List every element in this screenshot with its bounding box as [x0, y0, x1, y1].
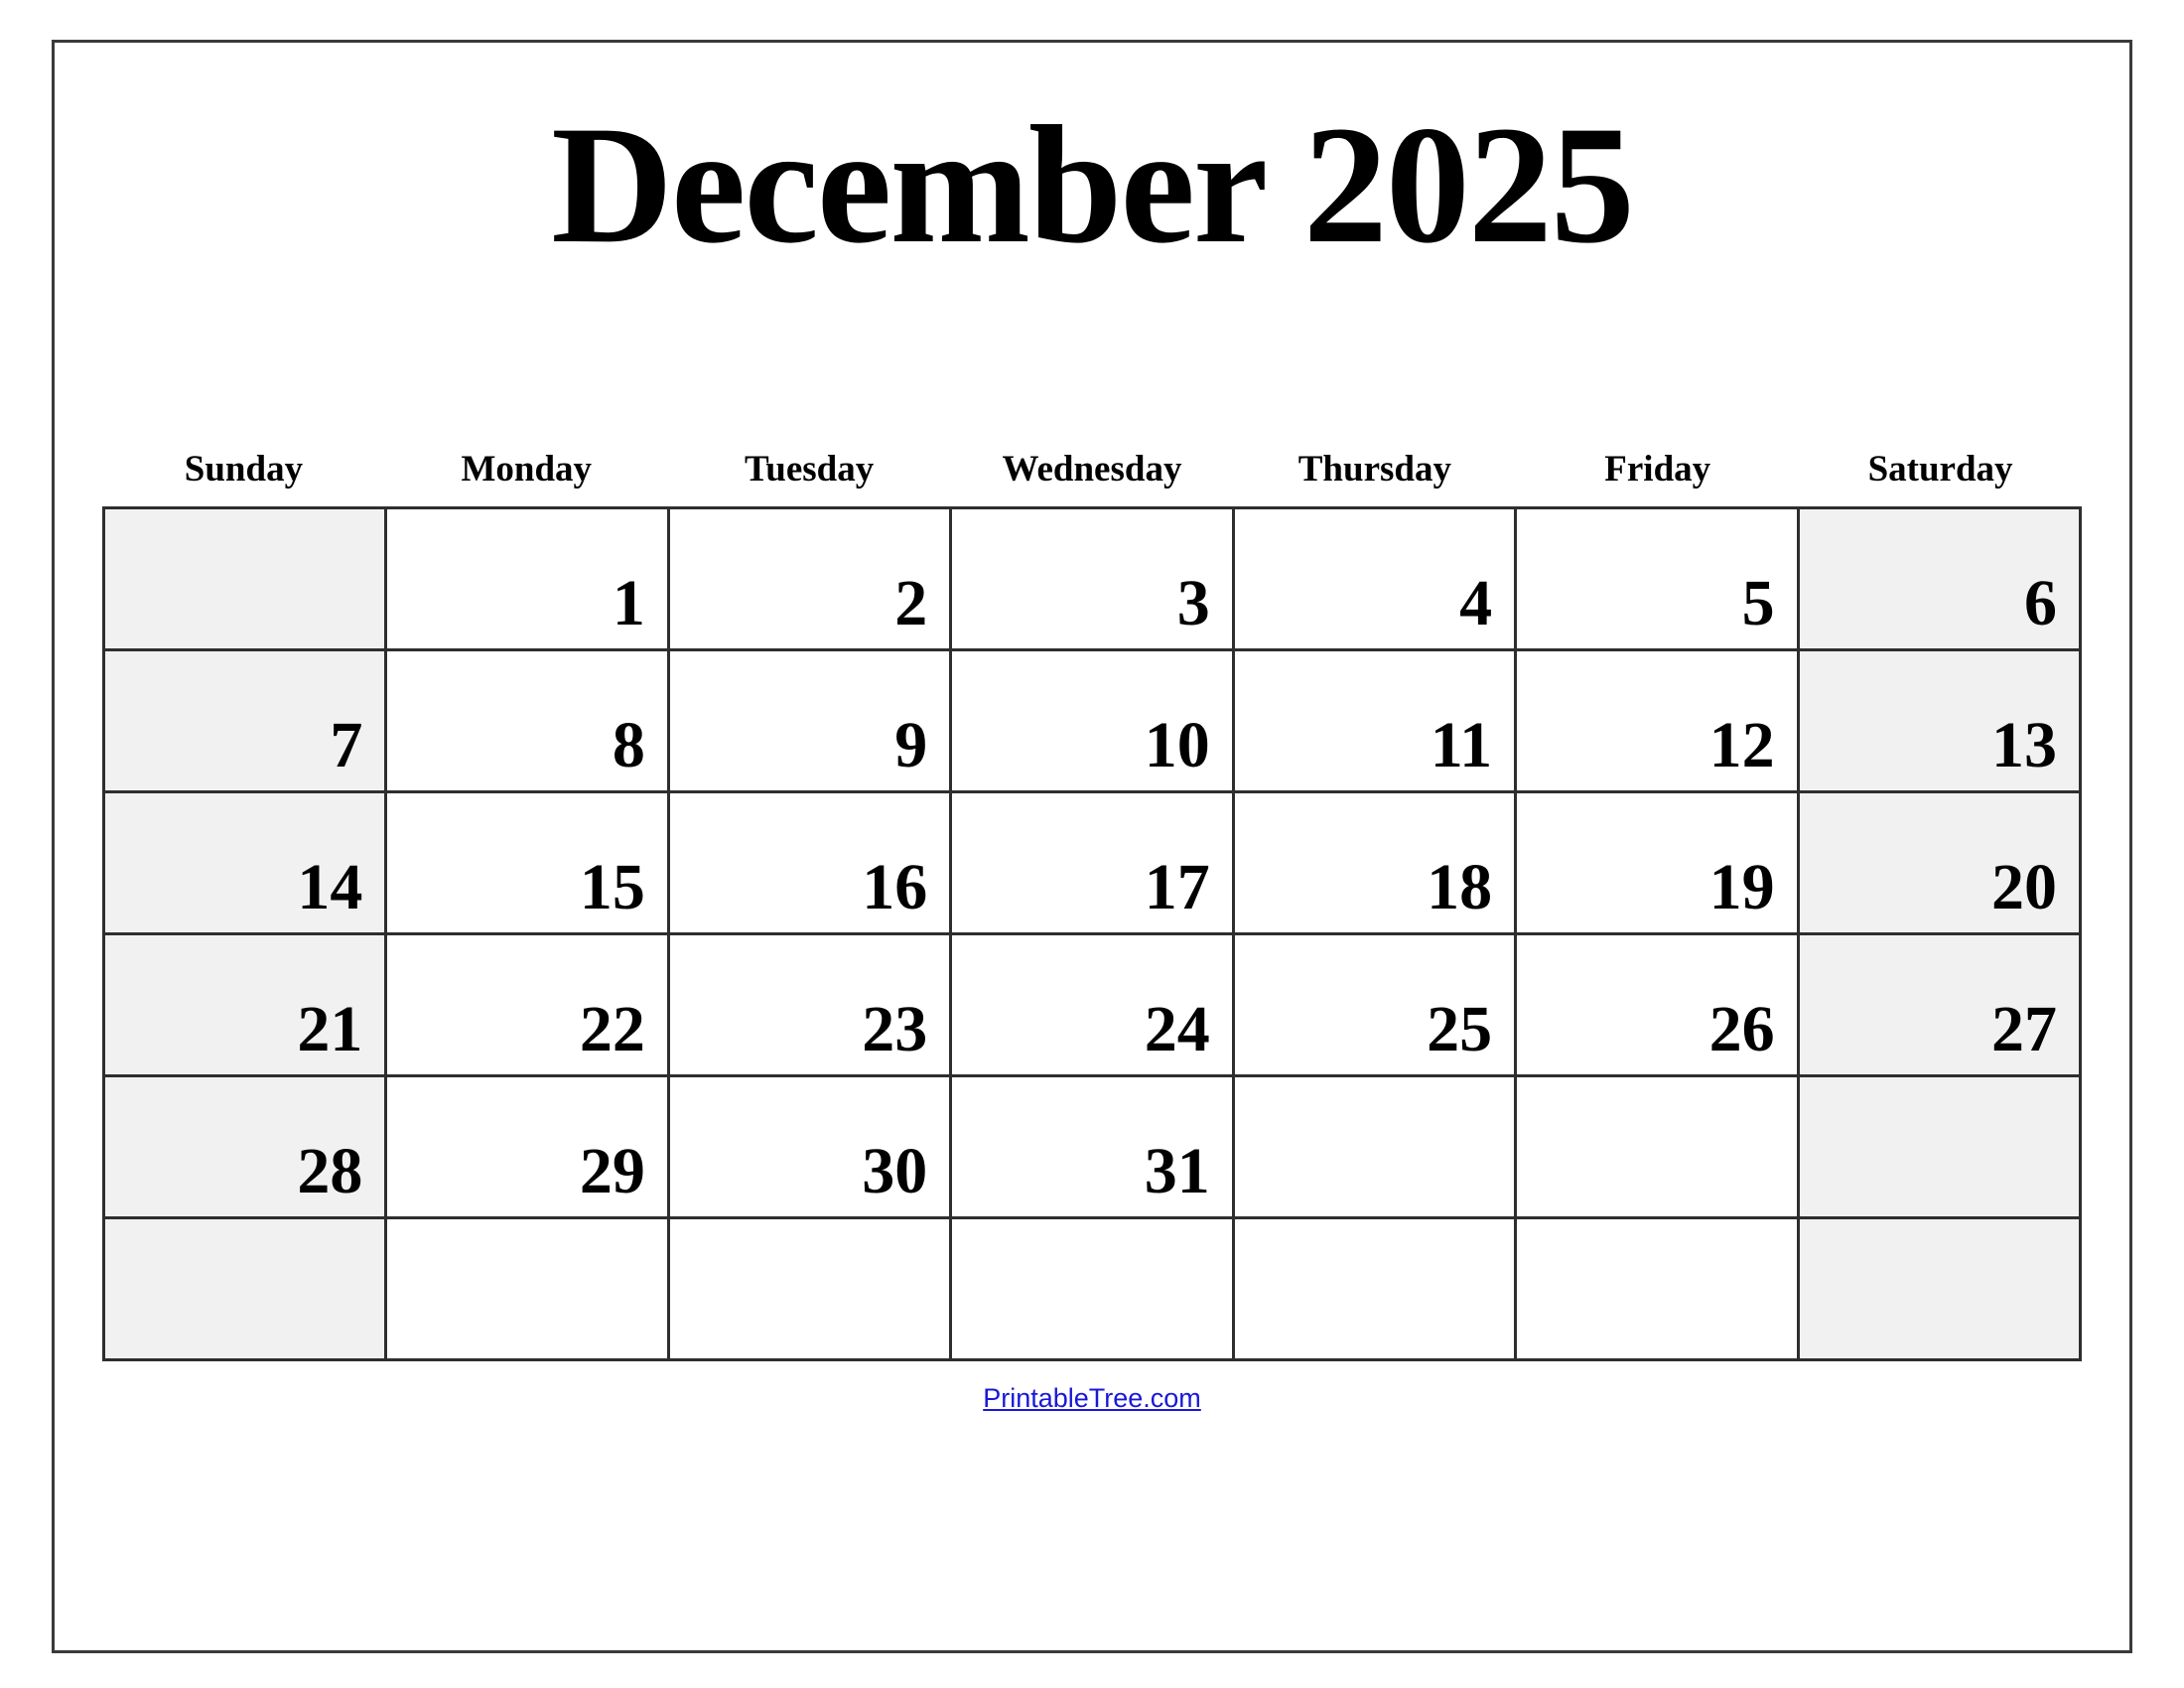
calendar-day-cell[interactable] [1517, 935, 1799, 1077]
calendar-empty-cell[interactable] [1235, 1077, 1517, 1219]
calendar-day-cell[interactable] [952, 935, 1234, 1077]
weekday-header-tuesday: Tuesday [745, 449, 875, 490]
calendar-day-cell[interactable] [105, 793, 387, 935]
calendar-grid [102, 506, 2082, 1361]
calendar-day-cell[interactable] [105, 651, 387, 793]
day-number: 28 [297, 1135, 363, 1207]
day-number: 1 [612, 567, 645, 639]
footer [80, 1383, 2104, 1414]
calendar-empty-cell[interactable] [1517, 1077, 1799, 1219]
day-number: 13 [1990, 709, 2057, 781]
day-number: 16 [862, 851, 928, 923]
calendar-day-cell[interactable] [105, 1077, 387, 1219]
calendar-day-cell[interactable] [670, 509, 952, 651]
day-number: 19 [1708, 851, 1775, 923]
day-number: 6 [2023, 567, 2057, 639]
day-number: 14 [297, 851, 363, 923]
calendar-day-cell[interactable] [1517, 651, 1799, 793]
calendar-day-cell[interactable] [1517, 793, 1799, 935]
calendar-day-cell[interactable] [1235, 509, 1517, 651]
day-number: 3 [1176, 567, 1210, 639]
day-number: 31 [1144, 1135, 1210, 1207]
calendar-day-cell[interactable] [1800, 509, 2082, 651]
footer-link[interactable]: PrintableTree.com [983, 1383, 1201, 1413]
day-number: 15 [579, 851, 645, 923]
page-title: December 2025 [551, 91, 1633, 278]
calendar-empty-cell[interactable] [1800, 1077, 2082, 1219]
day-number: 17 [1144, 851, 1210, 923]
calendar-day-cell[interactable] [387, 1077, 669, 1219]
calendar-day-cell[interactable] [1800, 651, 2082, 793]
calendar-empty-cell[interactable] [670, 1219, 952, 1361]
day-number: 27 [1990, 993, 2057, 1065]
day-number: 2 [894, 567, 928, 639]
day-number: 5 [1741, 567, 1775, 639]
calendar-day-cell[interactable] [1235, 935, 1517, 1077]
calendar-empty-cell[interactable] [105, 509, 387, 651]
calendar-day-cell[interactable] [387, 651, 669, 793]
day-number: 23 [862, 993, 928, 1065]
calendar-day-cell[interactable] [1800, 935, 2082, 1077]
day-number: 11 [1430, 709, 1493, 781]
day-number: 21 [297, 993, 363, 1065]
calendar-day-cell[interactable] [387, 935, 669, 1077]
day-number: 9 [894, 709, 928, 781]
weekday-header-saturday: Saturday [1867, 449, 2013, 490]
calendar-day-cell[interactable] [952, 1077, 1234, 1219]
weekday-header-friday: Friday [1604, 449, 1711, 490]
day-number: 22 [579, 993, 645, 1065]
weekday-header-thursday: Thursday [1297, 449, 1451, 490]
calendar-day-cell[interactable] [387, 793, 669, 935]
calendar-day-cell[interactable] [670, 793, 952, 935]
calendar-day-cell[interactable] [952, 793, 1234, 935]
day-number: 7 [330, 709, 363, 781]
day-number: 4 [1459, 567, 1493, 639]
day-number: 24 [1144, 993, 1210, 1065]
calendar-empty-cell[interactable] [1800, 1219, 2082, 1361]
weekday-header-monday: Monday [461, 449, 593, 490]
day-number: 18 [1427, 851, 1493, 923]
day-number: 29 [579, 1135, 645, 1207]
calendar-day-cell[interactable] [1235, 651, 1517, 793]
calendar-day-cell[interactable] [952, 509, 1234, 651]
day-number: 20 [1990, 851, 2057, 923]
day-number: 10 [1144, 709, 1210, 781]
calendar-day-cell[interactable] [105, 935, 387, 1077]
calendar-sheet [52, 40, 2132, 1653]
calendar-day-cell[interactable] [952, 651, 1234, 793]
weekday-header-row [80, 448, 2104, 506]
weekday-header-sunday: Sunday [184, 449, 304, 490]
calendar-empty-cell[interactable] [1235, 1219, 1517, 1361]
calendar-day-cell[interactable] [670, 935, 952, 1077]
calendar-day-cell[interactable] [387, 509, 669, 651]
weekday-header-wednesday: Wednesday [1002, 449, 1182, 490]
calendar-day-cell[interactable] [670, 651, 952, 793]
day-number: 8 [612, 709, 645, 781]
calendar-empty-cell[interactable] [952, 1219, 1234, 1361]
day-number: 30 [862, 1135, 928, 1207]
calendar-empty-cell[interactable] [1517, 1219, 1799, 1361]
calendar-day-cell[interactable] [1517, 509, 1799, 651]
day-number: 25 [1427, 993, 1493, 1065]
calendar-day-cell[interactable] [1235, 793, 1517, 935]
calendar-day-cell[interactable] [670, 1077, 952, 1219]
calendar-day-cell[interactable] [1800, 793, 2082, 935]
day-number: 12 [1708, 709, 1775, 781]
day-number: 26 [1708, 993, 1775, 1065]
calendar-empty-cell[interactable] [105, 1219, 387, 1361]
calendar-empty-cell[interactable] [387, 1219, 669, 1361]
